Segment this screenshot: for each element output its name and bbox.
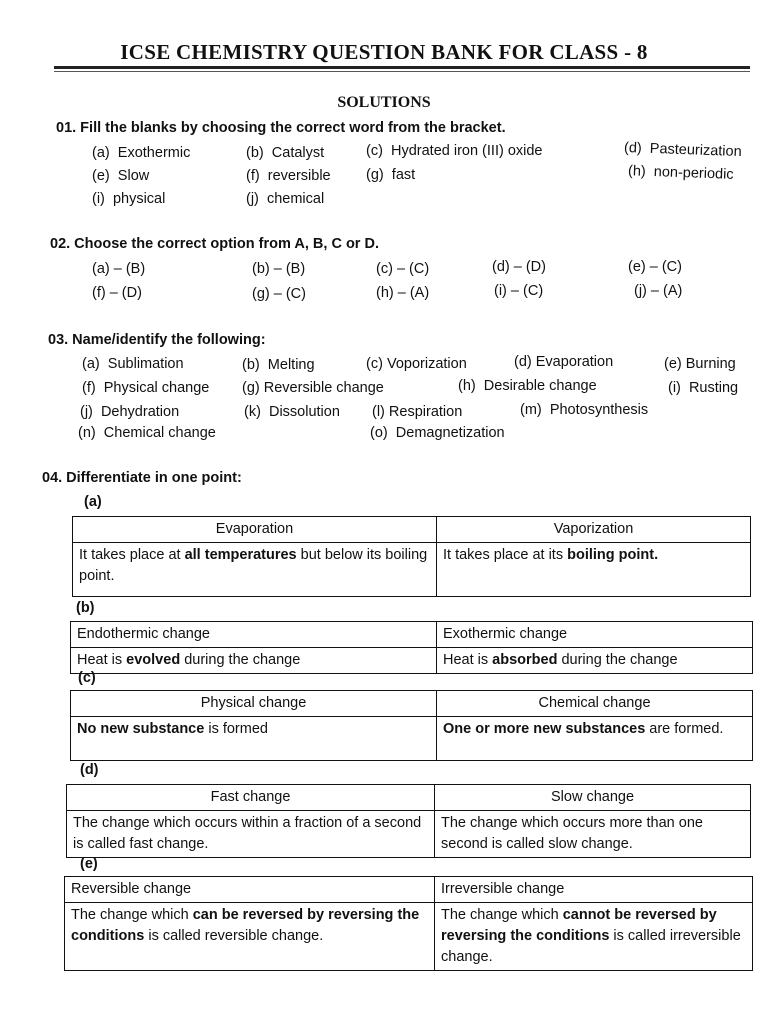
comparison-table — [70, 621, 753, 674]
q3-answer: (e) Burning — [664, 356, 736, 372]
q3-heading: 03. Name/identify the following: — [48, 332, 266, 348]
q3-answer: (a) Sublimation — [82, 356, 184, 372]
table-header-left: Fast change — [67, 785, 435, 811]
q2-answer: (j) – (A) — [634, 283, 683, 299]
table-header-left: Endothermic change — [71, 622, 437, 648]
q3-answer: (g) Reversible change — [242, 380, 384, 396]
q2-answer: (c) – (C) — [376, 261, 430, 277]
table-header-right: Irreversible change — [435, 877, 753, 903]
q3-answer: (h) Desirable change — [458, 378, 597, 394]
part-label: (a) — [84, 494, 102, 510]
q1-answer: (d) Pasteurization — [623, 139, 742, 161]
comparison-table — [64, 876, 753, 971]
table-cell-left: Heat is evolved during the change — [71, 648, 437, 674]
q3-answer: (d) Evaporation — [514, 354, 614, 370]
table-cell-left: It takes place at all temperatures but below its boiling point. — [73, 543, 437, 597]
q3-answer: (k) Dissolution — [244, 404, 340, 420]
q1-answer: (i) physical — [92, 191, 166, 207]
table-header-left: Evaporation — [73, 517, 437, 543]
q3-answer: (f) Physical change — [82, 380, 210, 396]
q1-answer: (c) Hydrated iron (III) oxide — [366, 143, 543, 159]
table-cell-left: The change which occurs within a fraction of a second is called fast change. — [67, 811, 435, 858]
table-header-right: Chemical change — [437, 691, 753, 717]
part-label: (e) — [80, 856, 98, 872]
q2-answer: (e) – (C) — [628, 259, 682, 275]
q2-answer: (d) – (D) — [492, 259, 546, 275]
table-cell-right: The change which occurs more than one second is called slow change. — [435, 811, 751, 858]
table-cell-left: No new substance is formed — [71, 717, 437, 761]
q3-answer: (l) Respiration — [372, 404, 463, 420]
q3-answer: (j) Dehydration — [80, 404, 180, 420]
table-header-right: Vaporization — [437, 517, 751, 543]
q2-answer: (i) – (C) — [494, 283, 544, 299]
q3-answer: (o) Demagnetization — [370, 425, 505, 441]
q2-answer: (f) – (D) — [92, 285, 142, 301]
part-label: (d) — [80, 762, 99, 778]
q1-answer: (j) chemical — [246, 191, 325, 207]
page-title: ICSE CHEMISTRY QUESTION BANK FOR CLASS - 8 — [120, 40, 648, 64]
table-cell-right: One or more new substances are formed. — [437, 717, 753, 761]
q3-answer: (i) Rusting — [668, 380, 739, 396]
q2-heading: 02. Choose the correct option from A, B, C or D. — [50, 236, 379, 252]
part-label: (b) — [76, 600, 95, 616]
q2-answer: (h) – (A) — [376, 285, 430, 301]
comparison-table — [70, 690, 753, 761]
q1-answer: (g) fast — [366, 167, 416, 183]
section-subtitle: SOLUTIONS — [337, 94, 431, 111]
q2-answer: (g) – (C) — [252, 286, 306, 302]
title-underline-thin — [54, 71, 750, 72]
q2-answer: (a) – (B) — [92, 261, 146, 277]
q1-answer: (e) Slow — [92, 168, 150, 184]
q4-heading: 04. Differentiate in one point: — [42, 470, 242, 486]
table-header-right: Exothermic change — [437, 622, 753, 648]
q1-answer: (f) reversible — [246, 168, 331, 184]
q2-answer: (b) – (B) — [252, 261, 306, 277]
q1-answer: (b) Catalyst — [246, 145, 325, 161]
table-cell-left: The change which can be reversed by reversing the conditions is called reversible change. — [65, 903, 435, 971]
table-cell-right: It takes place at its boiling point. — [437, 543, 751, 597]
comparison-table — [72, 516, 751, 597]
part-label: (c) — [78, 670, 96, 686]
q3-answer: (m) Photosynthesis — [520, 402, 649, 418]
q1-answer: (h) non-periodic — [627, 163, 734, 183]
q3-answer: (b) Melting — [242, 357, 315, 373]
table-header-left: Reversible change — [65, 877, 435, 903]
table-header-right: Slow change — [435, 785, 751, 811]
table-cell-right: Heat is absorbed during the change — [437, 648, 753, 674]
q1-answer: (a) Exothermic — [92, 145, 191, 161]
table-cell-right: The change which cannot be reversed by reversing the conditions is called irreversible change. — [435, 903, 753, 971]
q1-heading: 01. Fill the blanks by choosing the correct word from the bracket. — [56, 120, 506, 136]
comparison-table — [66, 784, 751, 858]
q3-answer: (c) Voporization — [366, 356, 467, 372]
title-underline — [54, 66, 750, 69]
table-header-left: Physical change — [71, 691, 437, 717]
q3-answer: (n) Chemical change — [78, 425, 216, 441]
